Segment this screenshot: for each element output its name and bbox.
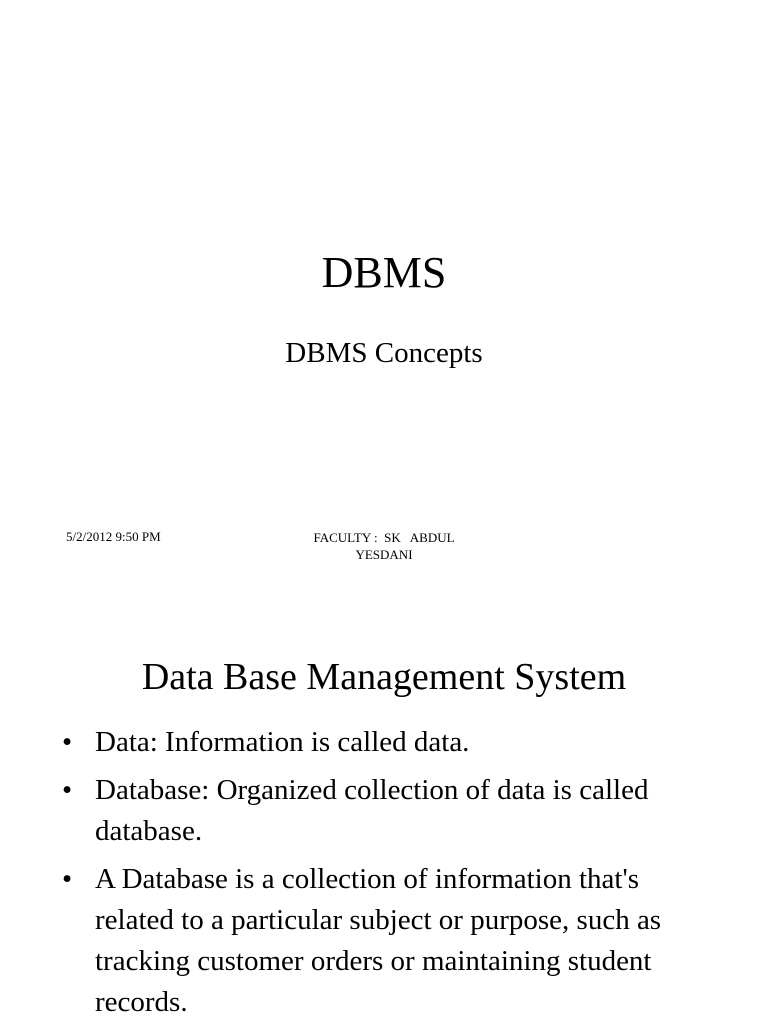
bullet-icon: •: [62, 726, 73, 758]
bullet-list: [60, 722, 720, 1024]
faculty-line-1: FACULTY : SK ABDUL: [313, 530, 455, 545]
footer-date: 5/2/2012 9:50 PM: [66, 529, 161, 544]
bullet-item: [60, 770, 720, 852]
bullet-text: Data: Information is called data.: [95, 726, 470, 758]
bullet-icon: •: [62, 863, 73, 895]
slide-subtitle: DBMS Concepts: [285, 337, 483, 369]
section-title: Data Base Management System: [141, 656, 627, 698]
faculty-line-2: YESDANI: [355, 547, 413, 562]
bullet-item: [60, 722, 720, 763]
bullet-item: [60, 859, 720, 1023]
slide-title: DBMS: [321, 248, 447, 297]
bullet-icon: •: [62, 774, 73, 806]
bullet-text: Database: Organized collection of data is called database.: [95, 774, 649, 847]
footer-faculty: [284, 529, 484, 563]
bullet-text: A Database is a collection of information that's related to a particular subject or purpose, such as tracking customer orders or maintaining student records.: [95, 863, 662, 1018]
